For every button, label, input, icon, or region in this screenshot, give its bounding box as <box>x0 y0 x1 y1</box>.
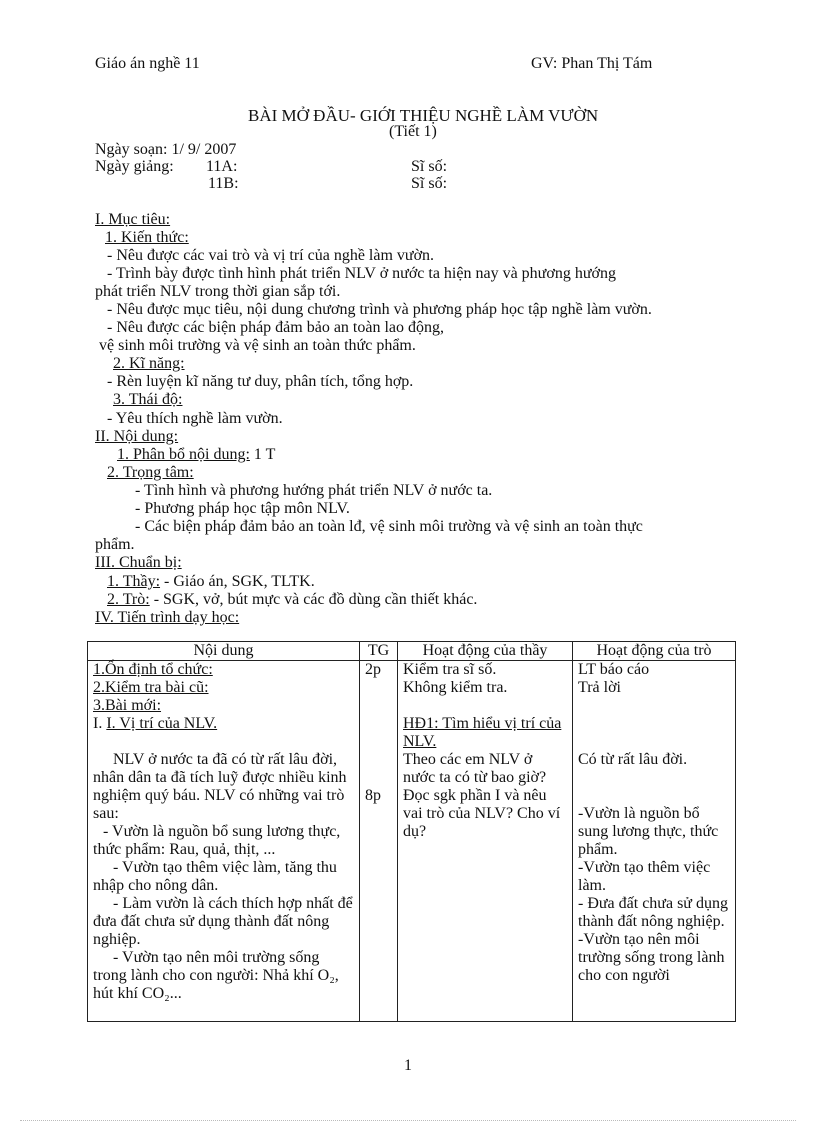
tro-1: LT báo cáo <box>578 661 650 678</box>
chuan-bi-tro-label: 2. Trò: <box>107 591 150 608</box>
kien-thuc-2b: phát triển NLV trong thời gian sắp tới. <box>95 283 341 300</box>
cell-tg <box>360 661 398 1022</box>
trong-tam-1: - Tình hình và phương hướng phát triển NLV ở nước ta. <box>135 482 493 499</box>
cell-noi-dung <box>88 661 360 1022</box>
chuan-bi-tro-value: - SGK, vở, bút mực và các đồ dùng cần thiết khác. <box>153 591 478 608</box>
noi-dung-intro: NLV ở nước ta đã có từ rất lâu đời, nhân dân ta đã tích luỹ được nhiều kinh nghiệm quý báu. NLV có những vai trò sau: <box>93 751 347 822</box>
thay-question-1: Theo các em NLV ở nước ta có từ bao giờ? <box>403 751 547 786</box>
phan-bo-value: 1 T <box>253 446 276 463</box>
vai-tro-4: - Vườn tạo nên môi trường sống trong lành cho con người: Nhả khí O₂, hút khí CO₂... <box>93 949 339 1002</box>
header-right: GV: Phan Thị Tám <box>531 55 653 72</box>
time-1: 2p <box>365 661 381 678</box>
tro-2: Trả lời <box>578 679 621 696</box>
header-left: Giáo án nghề 11 <box>95 55 200 72</box>
ngay-soan <box>95 141 236 159</box>
phan-bo-label: 1. Phân bổ nội dung: <box>117 446 250 463</box>
kien-thuc-4a: - Nêu được các biện pháp đảm bảo an toàn lao động, <box>107 319 445 336</box>
kiem-tra-bai-cu: 2.Kiểm tra bài cũ: <box>93 679 209 696</box>
vi-tri-nlv-heading: I. I. Vị trí của NLV. <box>93 715 218 732</box>
section-noi-dung: II. Nội dung: <box>95 428 179 445</box>
tro-4: -Vườn là nguồn bổ sung lương thực, thức phẩm. <box>578 805 719 858</box>
chuan-bi-thay-value: - Giáo án, SGK, TLTK. <box>164 573 315 590</box>
vai-tro-3: - Làm vườn là cách thích hợp nhất để đưa đất chưa sử dụng thành đất nông nghiệp. <box>93 895 353 948</box>
chuan-bi-tro <box>107 591 477 609</box>
trong-tam-2: - Phương pháp học tập môn NLV. <box>135 500 350 517</box>
thay-2: Không kiểm tra. <box>403 679 508 696</box>
page-title: BÀI MỞ ĐẦU- GIỚI THIỆU NGHỀ LÀM VƯỜN <box>248 106 599 125</box>
trong-tam-3a: - Các biện pháp đảm bảo an toàn lđ, vệ sinh môi trường và vệ sinh an toàn thực <box>135 518 643 535</box>
section-tien-trinh: IV. Tiến trình dạy học: <box>95 609 240 626</box>
ki-nang-1: - Rèn luyện kĩ năng tư duy, phân tích, tổng hợp. <box>107 373 414 390</box>
time-2: 8p <box>365 787 381 804</box>
tro-3: Có từ rất lâu đời. <box>578 751 688 768</box>
trong-tam-3b: phẩm. <box>95 536 135 553</box>
section-chuan-bi: III. Chuẩn bị: <box>95 554 182 571</box>
vai-tro-1: - Vườn là nguồn bổ sung lương thực, thức phẩm: Rau, quả, thịt, ... <box>93 823 341 858</box>
si-so-11a: Sĩ số: <box>411 158 448 175</box>
class-11a: 11A: <box>206 158 238 175</box>
kien-thuc-1: - Nêu được các vai trò và vị trí của nghề làm vườn. <box>107 247 435 264</box>
thay-hd1: HĐ1: Tìm hiểu vị trí của NLV. <box>403 715 562 750</box>
heading-ki-nang: 2. Kĩ năng: <box>113 355 185 372</box>
chuan-bi-thay <box>107 573 315 591</box>
table-row <box>88 661 736 1022</box>
ngay-soan-label: Ngày soạn: <box>95 141 168 158</box>
tro-5: -Vườn tạo thêm việc làm. <box>578 859 711 894</box>
kien-thuc-3: - Nêu được mục tiêu, nội dung chương trình và phương pháp học tập nghề làm vườn. <box>107 301 652 318</box>
class-11b: 11B: <box>208 175 239 192</box>
kien-thuc-2a: - Trình bày được tình hình phát triển NLV ở nước ta hiện nay và phương hướng <box>107 265 616 282</box>
phan-bo-noi-dung <box>117 446 275 464</box>
heading-kien-thuc: 1. Kiến thức: <box>105 229 189 246</box>
kien-thuc-4b: vệ sinh môi trường và vệ sinh an toàn thức phẩm. <box>99 337 416 354</box>
thay-1: Kiểm tra sĩ số. <box>403 661 497 678</box>
tro-6: - Đưa đất chưa sử dụng thành đất nông nghiệp. <box>578 895 728 930</box>
cell-hoat-dong-tro <box>573 661 736 1022</box>
page-subtitle: (Tiết 1) <box>389 123 437 140</box>
lesson-table <box>87 641 736 1022</box>
heading-trong-tam: 2. Trọng tâm: <box>107 464 194 481</box>
table-header-row <box>88 642 736 661</box>
on-dinh-to-chuc: 1.Ổn định tổ chức: <box>93 661 213 678</box>
vi-tri-nlv-text: I. Vị trí của NLV. <box>106 715 218 732</box>
header-hoat-dong-tro: Hoạt động của trò <box>573 642 736 661</box>
si-so-11b: Sĩ số: <box>411 175 448 192</box>
page-number: 1 <box>404 1057 412 1074</box>
header-hoat-dong-thay: Hoạt động của thầy <box>398 642 573 661</box>
tro-7: -Vườn tạo nên môi trường sống trong lành cho con người <box>578 931 725 984</box>
header-noi-dung: Nội dung <box>88 642 360 661</box>
header-tg: TG <box>360 642 398 661</box>
vai-tro-2: - Vườn tạo thêm việc làm, tăng thu nhập cho nông dân. <box>93 859 337 894</box>
page-edge-divider <box>20 1120 796 1121</box>
chuan-bi-thay-label: 1. Thầy: <box>107 573 161 590</box>
bai-moi: 3.Bài mới: <box>93 697 162 714</box>
thay-question-2: Đọc sgk phần I và nêu vai trò của NLV? Cho ví dụ? <box>403 787 561 840</box>
section-muc-tieu: I. Mục tiêu: <box>95 211 171 228</box>
ngay-giang-label: Ngày giảng: <box>95 158 174 175</box>
heading-thai-do: 3. Thái độ: <box>113 391 183 408</box>
thai-do-1: - Yêu thích nghề làm vườn. <box>107 410 283 427</box>
cell-hoat-dong-thay <box>398 661 573 1022</box>
ngay-soan-value: 1/ 9/ 2007 <box>171 141 237 158</box>
